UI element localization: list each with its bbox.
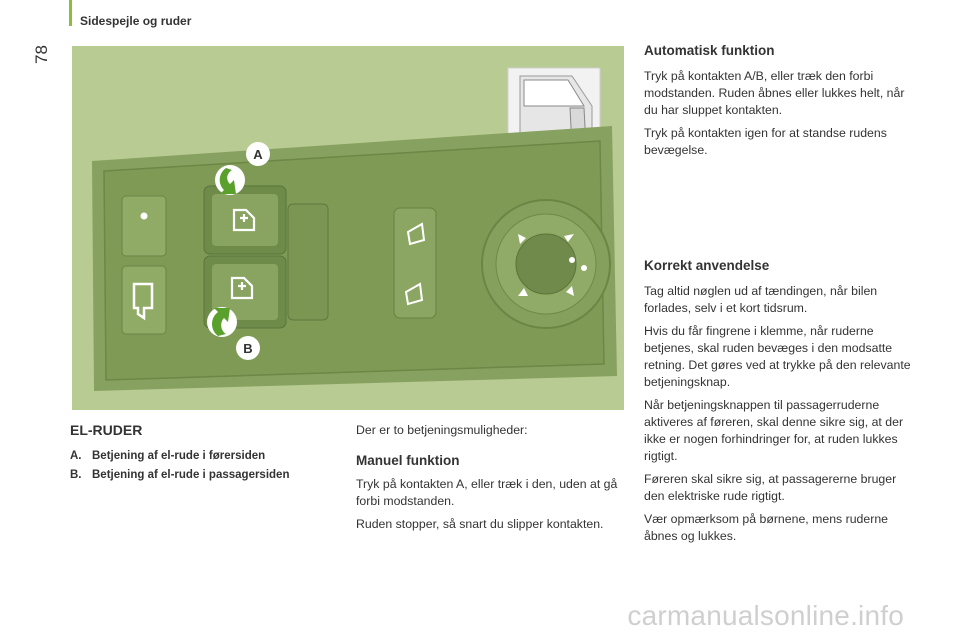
window-switch-a [204,186,286,254]
usage-paragraph-5: Vær opmærksom på børnene, mens ruderne åbnes og lukkes. [644,512,888,543]
usage-paragraph-4: Føreren skal sikre sig, at passagererne bruger den elektriske rude rigtigt. [644,472,897,503]
legend-item-a [70,447,340,466]
section-title: Sidespejle og ruder [80,14,192,28]
heading-korrekt-anvendelse: Korrekt anvendelse [644,258,770,273]
legend-list [70,447,340,485]
blank-switch [288,204,328,320]
auto-paragraph-1: Tryk på kontakten A/B, eller træk den forbi modstanden. Ruden åbnes eller lukkes helt, når du har sluppet kontakten. [644,69,905,117]
mirror-fold-switch [394,208,436,318]
callout-a-label: A [253,147,263,162]
legend-text: Betjening af el-rude i passagersiden [92,469,290,481]
usage-paragraph-2: Hvis du får fingrene i klemme, når ruderne betjenes, skal ruden bevæges i den modsatte retning. Det gøres ved at trykke på den relevante betjeningsknap. [644,324,911,389]
intro-text: Der er to betjeningsmuligheder: [356,423,528,437]
callout-b-label: B [243,341,253,356]
heading-automatisk-funktion: Automatisk funktion [644,43,775,58]
heading-manuel-funktion: Manuel funktion [356,453,460,468]
right-column-usage [644,258,916,545]
usage-paragraph-3: Når betjeningsknappen til passagerruderne aktiveres af føreren, skal denne sikre sig, at der ikke er nogen forhindringer for, at ruden lukkes rigtigt. [644,398,904,463]
manual-paragraph-2: Ruden stopper, så snart du slipper kontakten. [356,517,604,531]
arrow-up-icon [207,307,237,337]
heading-el-ruder: EL-RUDER [70,422,143,438]
legend-text: Betjening af el-rude i førersiden [92,450,266,462]
auto-paragraph-2: Tryk på kontakten igen for at standse rudens bevægelse. [644,126,887,157]
right-column [644,43,916,159]
window-switch-illustration [72,46,624,410]
left-column [70,422,340,485]
middle-column [356,422,618,533]
mirror-adjust-joystick [482,200,610,328]
callout-a [246,142,270,166]
legend-key: A. [70,450,82,462]
manual-paragraph-1: Tryk på kontakten A, eller træk i den, uden at gå forbi modstanden. [356,477,618,508]
watermark: carmanualsonline.info [627,600,904,631]
usage-paragraph-1: Tag altid nøglen ud af tændingen, når bilen forlades, selv i et kort tidsrum. [644,284,878,315]
section-accent-bar [69,0,72,26]
legend-key: B. [70,469,82,481]
legend-item-b [70,466,340,485]
arrow-down-icon [215,165,245,195]
page-number: 78 [32,45,51,64]
callout-b [236,336,260,360]
switch-panel-drawing [72,46,624,410]
